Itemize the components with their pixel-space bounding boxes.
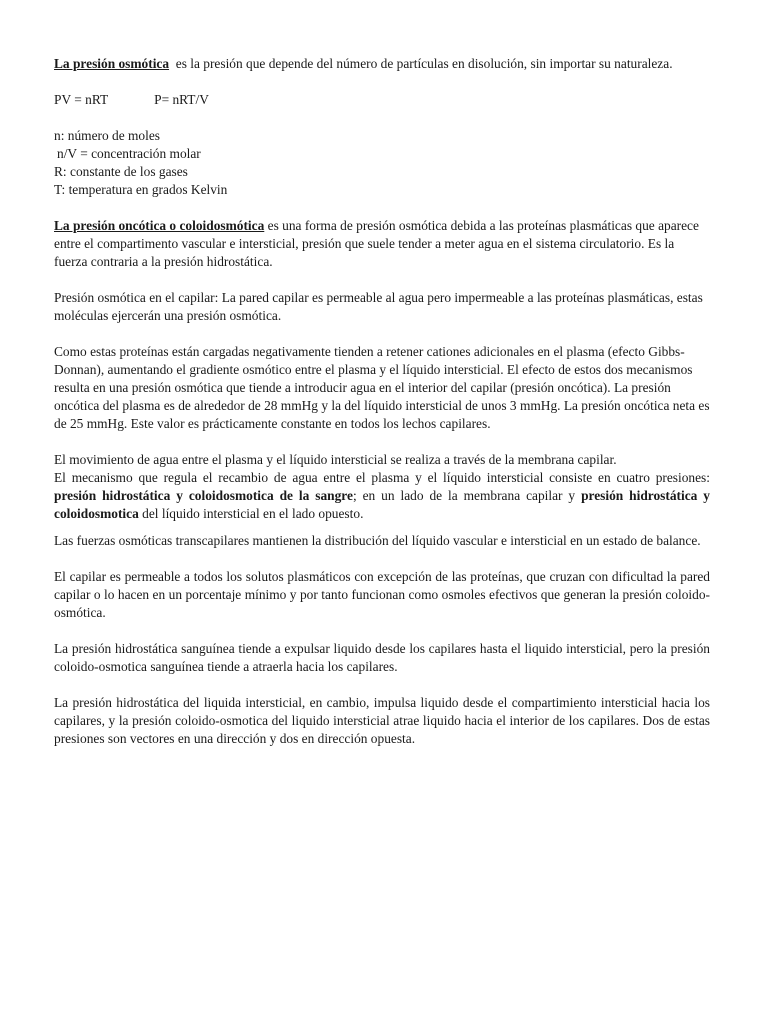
paragraph-text: ; en un lado de la membrana capilar y (352, 488, 582, 503)
paragraph-text: El mecanismo que regula el recambio de agua entre el plasma y el líquido intersticial consiste en cuatro presiones: (54, 470, 710, 485)
paragraph-text: es una forma de presión osmótica debida a las proteínas plasmáticas que aparece entre el compartimento vascular e intersticial, presión que suele tender a meter agua en el sistema circulatorio. Es la fuerza contraria a la presión hidrostática. (54, 218, 699, 269)
term-oncotic-pressure: La presión oncótica o coloidosmótica (54, 218, 265, 233)
definition-item: T: temperatura en grados Kelvin (54, 182, 228, 197)
definition-item: n/V = concentración molar (57, 146, 201, 161)
definition-item: R: constante de los gases (54, 164, 188, 179)
paragraph-gibbs-donnan: Como estas proteínas están cargadas negativamente tienden a retener cationes adicionales en el plasma (efecto Gibbs-Donnan), aumentando el gradiente osmótico entre el plasma y el líquido intersticial. El efecto de estos dos mecanismos resulta en una presión osmótica que tiende a introducir agua en el interior del capilar (presión oncótica). La presión oncótica del plasma es de alrededor de 28 mmHg y la del líquido intersticial de unos 3 mmHg. La presión oncótica neta es de 25 mmHg. Este valor es prácticamente constante en todos los lechos capilares. (54, 344, 710, 431)
paragraph-text: del líquido intersticial en el lado opuesto. (138, 506, 364, 521)
definition-item: n: número de moles (54, 128, 160, 143)
definitions-list (54, 127, 710, 199)
bold-interstitial-pressures: presión hidrostática y coloidosmotica (54, 488, 710, 521)
paragraph-transcapillary-forces: Las fuerzas osmóticas transcapilares mantienen la distribución del líquido vascular e intersticial en un estado de balance. (54, 533, 701, 548)
paragraph-text: es la presión que depende del número de partículas en disolución, sin importar su naturaleza. (169, 56, 673, 71)
paragraph-interstitial-hydrostatic: La presión hidrostática del liquida intersticial, en cambio, impulsa liquido desde el compartimiento intersticial hacia los capilares, y la presión coloido-osmotica del liquido intersticial atrae liquido hacia el interior de los capilares. Dos de estas presiones son vectores en una dirección y dos en dirección opuesta. (54, 695, 710, 746)
paragraph-water-movement (54, 451, 710, 523)
paragraph-capillary-permeability: El capilar es permeable a todos los solutos plasmáticos con excepción de las proteínas, que cruzan con dificultad la pared capilar o lo hacen en un porcentaje mínimo y por tanto funcionan como osmoles efectivos que generan la presión coloido-osmótica. (54, 569, 710, 620)
document-page (54, 55, 710, 748)
paragraph-line: El movimiento de agua entre el plasma y el líquido intersticial se realiza a través de la membrana capilar. (54, 452, 617, 467)
bold-blood-pressures: presión hidrostática y coloidosmotica de la sangre (54, 488, 353, 503)
term-osmotic-pressure: La presión osmótica (54, 56, 170, 71)
formula-p: P= nRT/V (154, 92, 209, 107)
paragraph-blood-hydrostatic: La presión hidrostática sanguínea tiende a expulsar liquido desde los capilares hasta el liquido intersticial, pero la presión coloido-osmotica sanguínea tiende a atraerla hacia los capilares. (54, 641, 710, 674)
paragraph-four-pressures (54, 469, 710, 523)
paragraph-osmotic-pressure (54, 55, 710, 73)
paragraph-capillary-osmotic: Presión osmótica en el capilar: La pared capilar es permeable al agua pero impermeable a las proteínas plasmáticas, estas moléculas ejercerán una presión osmótica. (54, 290, 703, 323)
formula-pv: PV = nRT (54, 92, 109, 107)
formula-line (54, 91, 710, 109)
paragraph-oncotic-pressure (54, 217, 710, 271)
